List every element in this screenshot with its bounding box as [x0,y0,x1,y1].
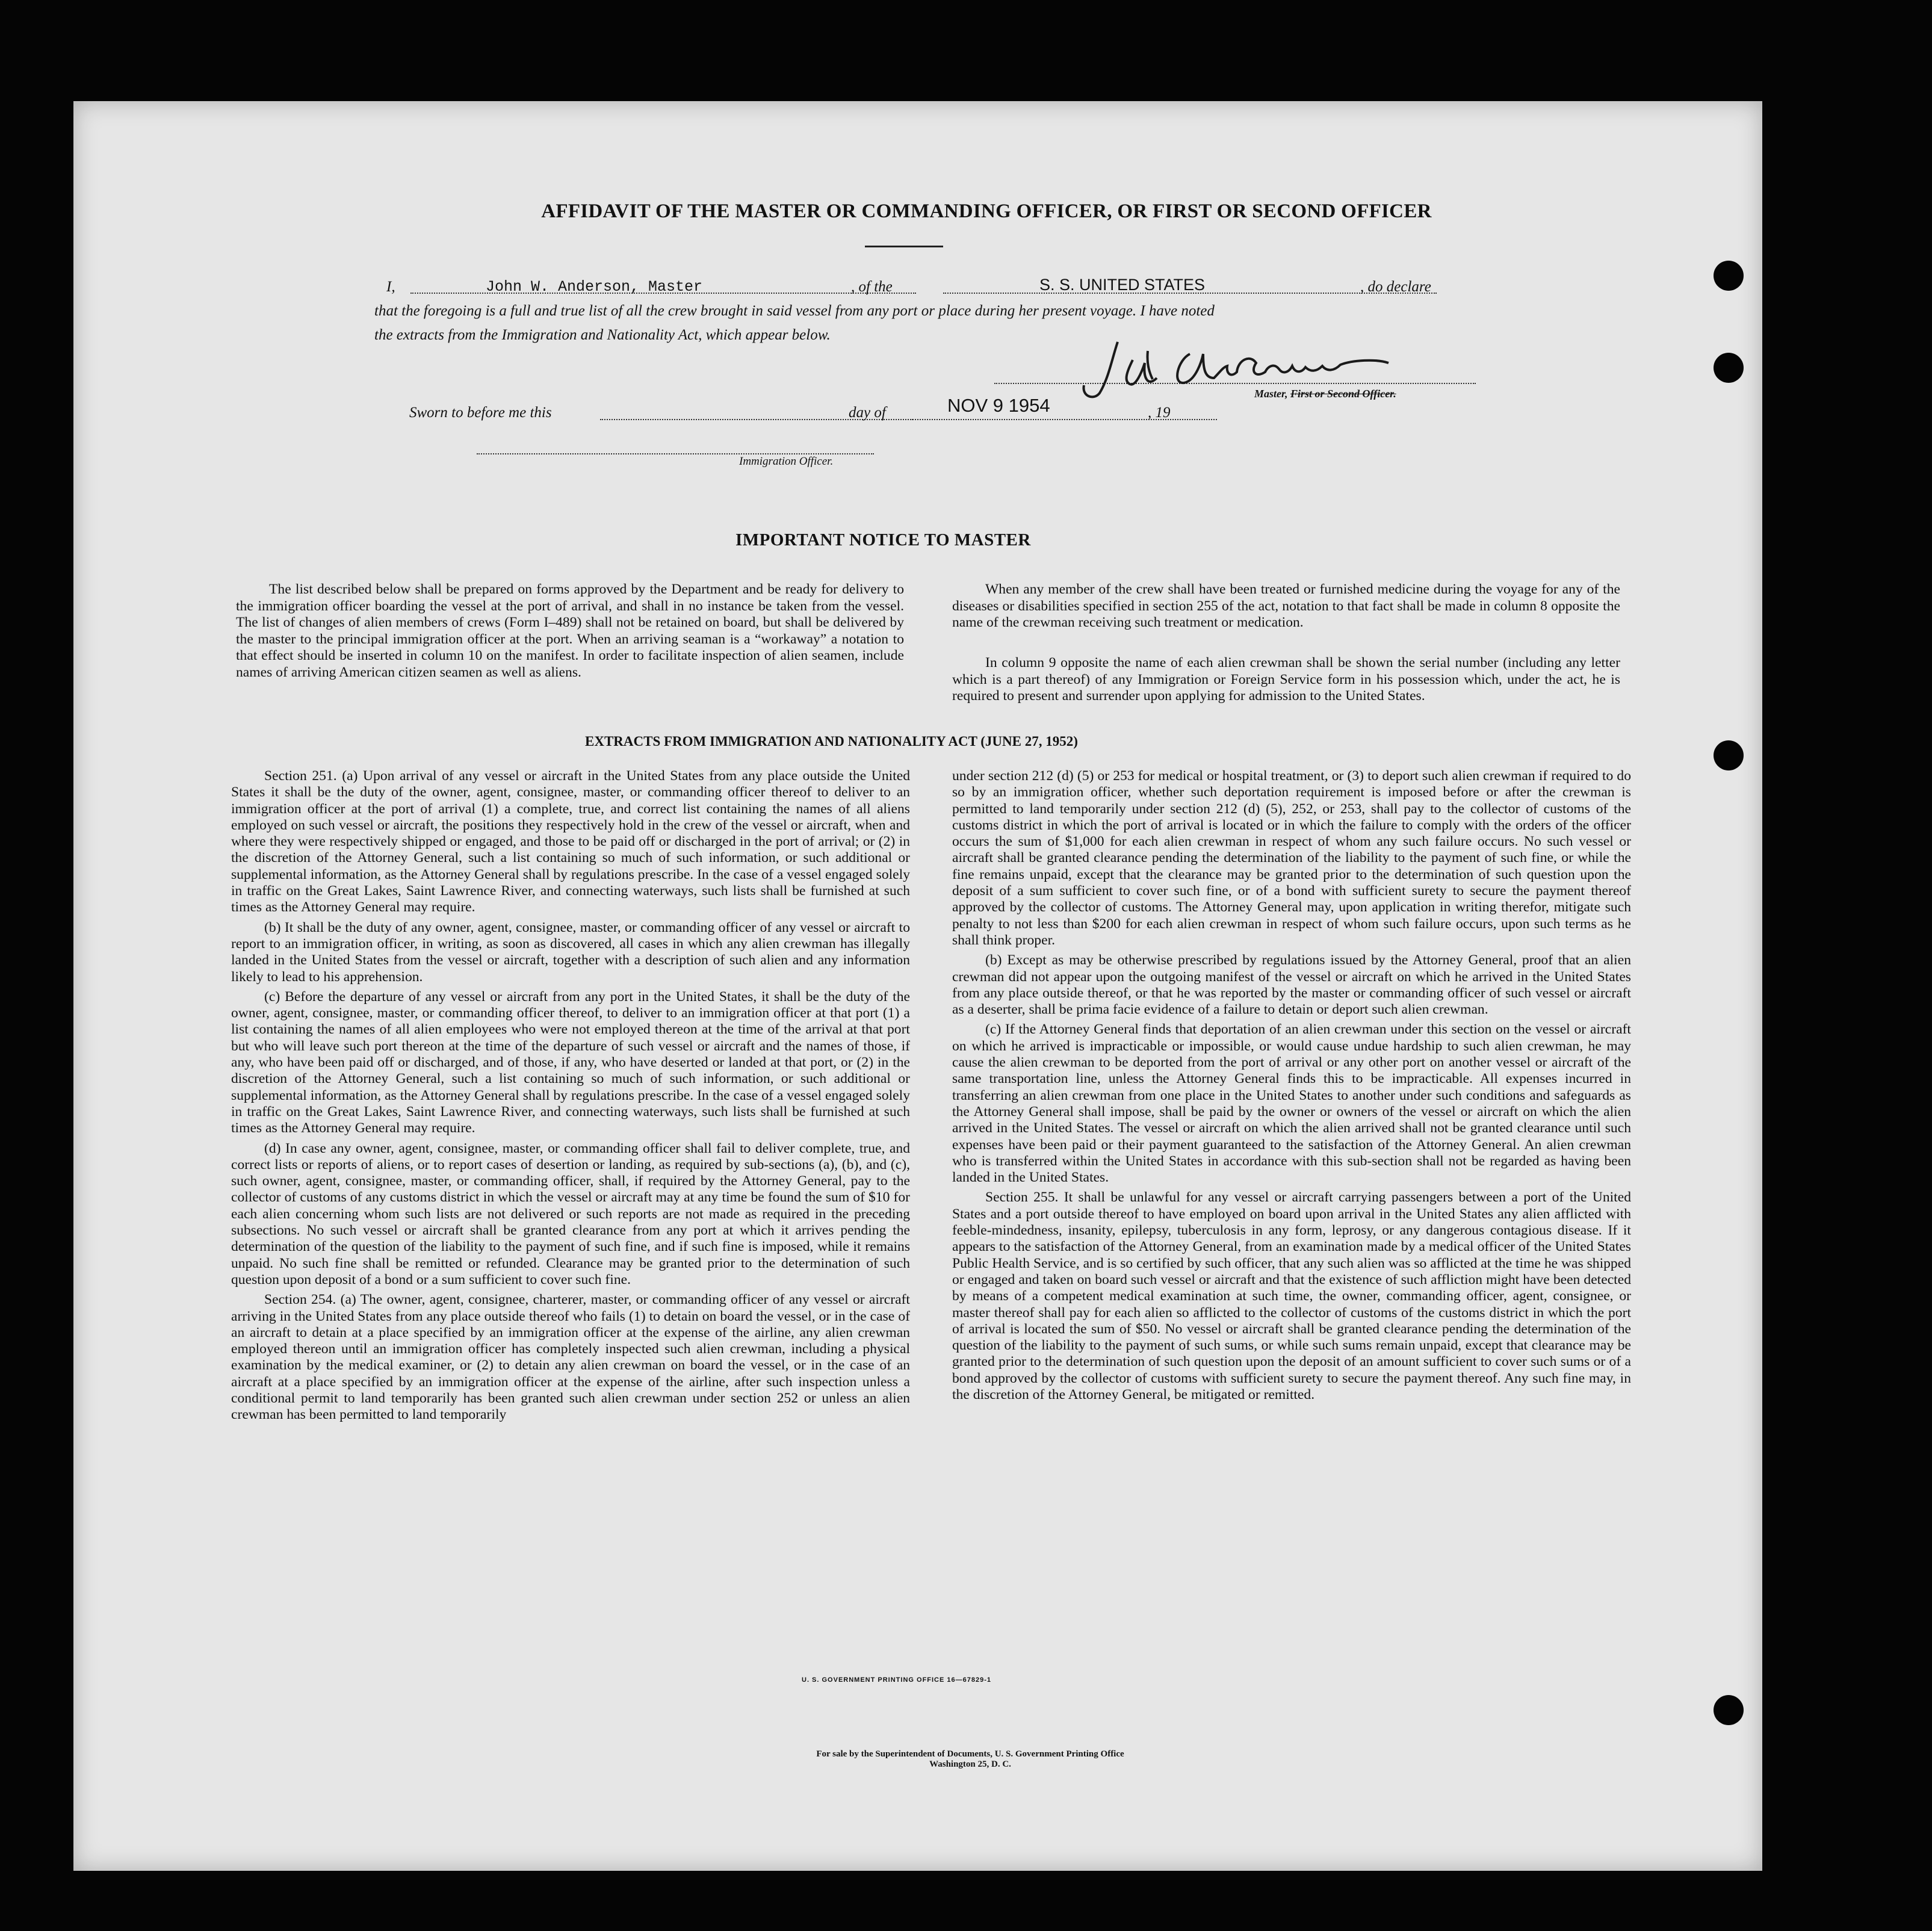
day-of-label: day of [849,404,886,421]
section-251-b: (b) It shall be the duty of any owner, agent, consignee, master, or commanding officer of any vessel or aircraft to report to an immigration officer, in writing, as soon as discovered, all cases in which any alien crewman has illegally landed in the United States from the vessel or aircraft, together with a description of such alien and any information likely to lead to his apprehension. [231,919,910,985]
punch-hole [1714,353,1744,383]
punch-hole [1714,261,1744,291]
section-254-b: (b) Except as may be otherwise prescribed by regulations issued by the Attorney General, proof that an alien crewman did not appear upon the outgoing manifest of the vessel or aircraft on which he arrived in the United States from any place outside thereof, or that he was reported by the master or commanding officer of such vessel or aircraft as a deserter, shall be prima facie evidence of a failure to detain or deport such alien crewman. [952,952,1631,1018]
section-254-c: (c) If the Attorney General finds that deportation of an alien crewman under this section on the vessel or aircraft on which he arrived is impracticable or impossible, or would cause undue hardship to such alien crewman, he may cause the alien crewman to be deported from the port of arrival or any other port on another vessel or aircraft of the same transportation line, unless the Attorney General finds this to be impracticable. All expenses incurred in transferring an alien crewman from one place in the United States to another under such conditions and safeguards as the Attorney General shall impose, shall be paid by the owner or owners of the vessel or aircraft on which the alien arrived in the United States. The vessel or aircraft on which the alien arrived shall not be granted clearance until such expenses have been paid or their payment guaranteed to the satisfaction of the Attorney General. An alien crewman who is transferred within the United States in accordance with this sub-section shall not be regarded as having been landed in the United States. [952,1021,1631,1186]
master-name: John W. Anderson, Master [486,278,703,296]
notice-left-paragraph: The list described below shall be prepared on forms approved by the Department and be ready for delivery to the immigration officer boarding the vessel at the port of arrival, and shall in no instance be taken from the vessel. The list of changes of alien members of crews (Form I–489) shall not be retained on board, but shall be delivered by the master to the principal immigration officer at the port. When an arriving seaman is a “workaway” a notation to that effect should be inserted in column 10 on the manifest. In order to facilitate inspection of alien seamen, include names of arriving American citizen seamen as well as aliens. [236,581,904,680]
affidavit-line-3: the extracts from the Immigration and Nationality Act, which appear below. [374,327,831,343]
punch-hole [1714,740,1744,770]
sale-notice [615,1749,1325,1770]
document-page [73,101,1762,1871]
master-label-text: Master, [1254,388,1288,400]
section-254-a: Section 254. (a) The owner, agent, consignee, charterer, master, or commanding officer of any vessel or aircraft arriving in the United States from any place outside thereof who fails (1) to detain on board the vessel, or in the case of an aircraft to detain at a place specified by an immigration officer at the expense of the airline, any alien crewman employed thereon until an immigration officer has completely inspected such alien crewman, including a physical examination by the medical examiner, or (2) to detain any alien crewman on board the vessel, or in the case of an aircraft at a place specified by an immigration officer at the expense of the airline, after such inspection unless a conditional permit to land temporarily has been granted such alien crewman under section 252 or unless an alien crewman has been permitted to land temporarily [231,1292,910,1423]
printing-office-line: U. S. GOVERNMENT PRINTING OFFICE 16—67829-1 [802,1676,992,1684]
sale-line-2: Washington 25, D. C. [929,1759,1011,1769]
punch-hole [1714,1695,1744,1725]
date-stamp: NOV 9 1954 [947,395,1050,416]
i-label: I, [386,279,395,295]
section-251-c: (c) Before the departure of any vessel or aircraft from any port in the United States, it shall be the duty of the owner, agent, consignee, master, or commanding officer thereof, to deliver to an immigration officer at that port (1) a list containing the names of all alien employees who were not employed thereon at the time of the arrival at that port but who will leave such port thereon at the time of the departure of such vessel or aircraft and the names of those, if any, who have been paid off or discharged, and of those, if any, who have deserted or landed at that port, or (2) in the discretion of the Attorney General, such a list containing so much of such information, or such additional or supplemental information, as the Attorney General shall by regulations prescribe. In the case of a vessel engaged solely in traffic on the Great Lakes, Saint Lawrence River, and connecting waterways, such lists shall be furnished at such times as the Attorney General may require. [231,988,910,1136]
do-declare-label: , do declare [1360,279,1431,295]
sworn-label: Sworn to before me this [409,404,552,421]
notice-right-paragraph-1: When any member of the crew shall have been treated or furnished medicine during the voyage for any of the diseases or disabilities specified in section 255 of the act, notation to that fact shall be made in column 8 opposite the name of the crewman receiving such treatment or medication. [952,581,1620,630]
master-label [1254,388,1396,400]
section-254-a-continued: under section 212 (d) (5) or 253 for medical or hospital treatment, or (3) to deport such alien crewman if required to do so by an immigration officer, whether such deportation requirement is imposed before or after the crewman is permitted to land temporarily under section 212 (d) (5), 252, or 253, shall pay to the collector of customs of the customs district in which the port of arrival is located or in which the failure to comply with the orders of the officer occurs the sum of $1,000 for each alien crewman in respect of whom any such failure occurs. No such vessel or aircraft shall be granted clearance pending the determination of the liability to the payment of such fine, or while the fine remains unpaid, except that the clearance may be granted prior to the determination of such question upon the deposit of a sum sufficient to cover such fine, or of a bond with sufficient surety to secure the payment thereof approved by the collector of customs. The Attorney General may, upon application in writing therefor, mitigate such penalty to not less than $200 for each alien crewman in respect of whom such failure occurs, upon such terms as he shall think proper. [952,768,1631,948]
immigration-officer-line [477,453,874,454]
section-251-a: Section 251. (a) Upon arrival of any vessel or aircraft in the United States from any place outside the United States it shall be the duty of the owner, agent, consignee, master, or commanding officer thereof to deliver to an immigration officer at the port of arrival (1) a complete, true, and correct list containing the names of all aliens employed on such vessel or aircraft, the positions they respectively hold in the crew of the vessel or aircraft, when and where they were respectively shipped or engaged, and those to be paid off or discharged in the port of arrival; or (2) in the discretion of the Attorney General, such a list containing so much of such information, or such additional or supplemental information, as the Attorney General shall by regulations prescribe. In the case of a vessel engaged solely in traffic on the Great Lakes, Saint Lawrence River, and connecting waterways, such lists shall be furnished at such times as the Attorney General may require. [231,768,910,916]
struck-officer-label: First or Second Officer. [1290,388,1396,400]
extracts-title: EXTRACTS FROM IMMIGRATION AND NATIONALITY ACT (JUNE 27, 1952) [585,734,1078,749]
title-rule [865,246,943,247]
extracts-right-column [952,768,1631,1407]
year-prefix: , 19 [1148,404,1171,421]
notice-right-paragraph-2: In column 9 opposite the name of each alien crewman shall be shown the serial number (including any letter which is a part thereof) of any Immigration or Foreign Service form in his possession which, under the act, he is required to present and surrender upon applying for admission to the United States. [952,655,1620,704]
notice-title: IMPORTANT NOTICE TO MASTER [735,530,1031,550]
affidavit-title: AFFIDAVIT OF THE MASTER OR COMMANDING OFFICER, OR FIRST OR SECOND OFFICER [541,200,1432,222]
section-251-d: (d) In case any owner, agent, consignee, master, or commanding officer shall fail to deliver complete, true, and correct lists or reports of aliens, or to report cases of desertion or landing, as required by sub-sections (a), (b), and (c), such owner, agent, consignee, master, or commanding officer, shall, if required by the Attorney General, pay to the collector of customs of any customs district in which the vessel or aircraft may at any time be found the sum of $10 for each alien concerning whom such lists are not delivered or such reports are not made as required in the preceding subsections. No such vessel or aircraft shall be granted clearance from any port at which it arrives pending the determination of the question of the liability to the payment of such fine, and if such fine is imposed, while it remains unpaid. No such fine shall be remitted or refunded. Clearance may be granted prior to the determination of such question upon deposit of a bond or a sum sufficient to cover such fine. [231,1140,910,1288]
vessel-name: S. S. UNITED STATES [1039,276,1206,294]
affidavit-line-2: that the foregoing is a full and true list of all the crew brought in said vessel from any port or place during her present voyage. I have noted [374,303,1215,319]
sale-line-1: For sale by the Superintendent of Documents, U. S. Government Printing Office [816,1749,1124,1759]
extracts-left-column [231,768,910,1427]
section-255: Section 255. It shall be unlawful for any vessel or aircraft carrying passengers between a port of the United States and a port outside thereof to have employed on board upon arrival in the United States any alien afflicted with feeble-mindedness, insanity, epilepsy, tuberculosis in any form, leprosy, or any dangerous contagious disease. If it appears to the satisfaction of the Attorney General, from an examination made by a medical officer of the United States Public Health Service, and is so certified by such officer, that any such alien was so afflicted at the time he was shipped or engaged and taken on board such vessel or aircraft and that the existence of such affliction might have been detected by means of a competent medical examination at such time, the owner, commanding officer, agent, consignee, or master thereof shall pay for each alien so afflicted to the collector of customs of the customs district in which the port of arrival is located the sum of $50. No vessel or aircraft shall be granted clearance pending the determination of the question of the liability to the payment of such sums, or while such sums remain unpaid, except that clearance may be granted prior to the determination of such question upon the deposit of an amount sufficient to cover such sums or of a bond approved by the collector of customs with sufficient surety to secure the payment thereof. Any such fine may, in the discretion of the Attorney General, be mitigated or remitted. [952,1189,1631,1403]
immigration-officer-label: Immigration Officer. [739,455,834,468]
of-the-label: , of the [851,279,893,295]
